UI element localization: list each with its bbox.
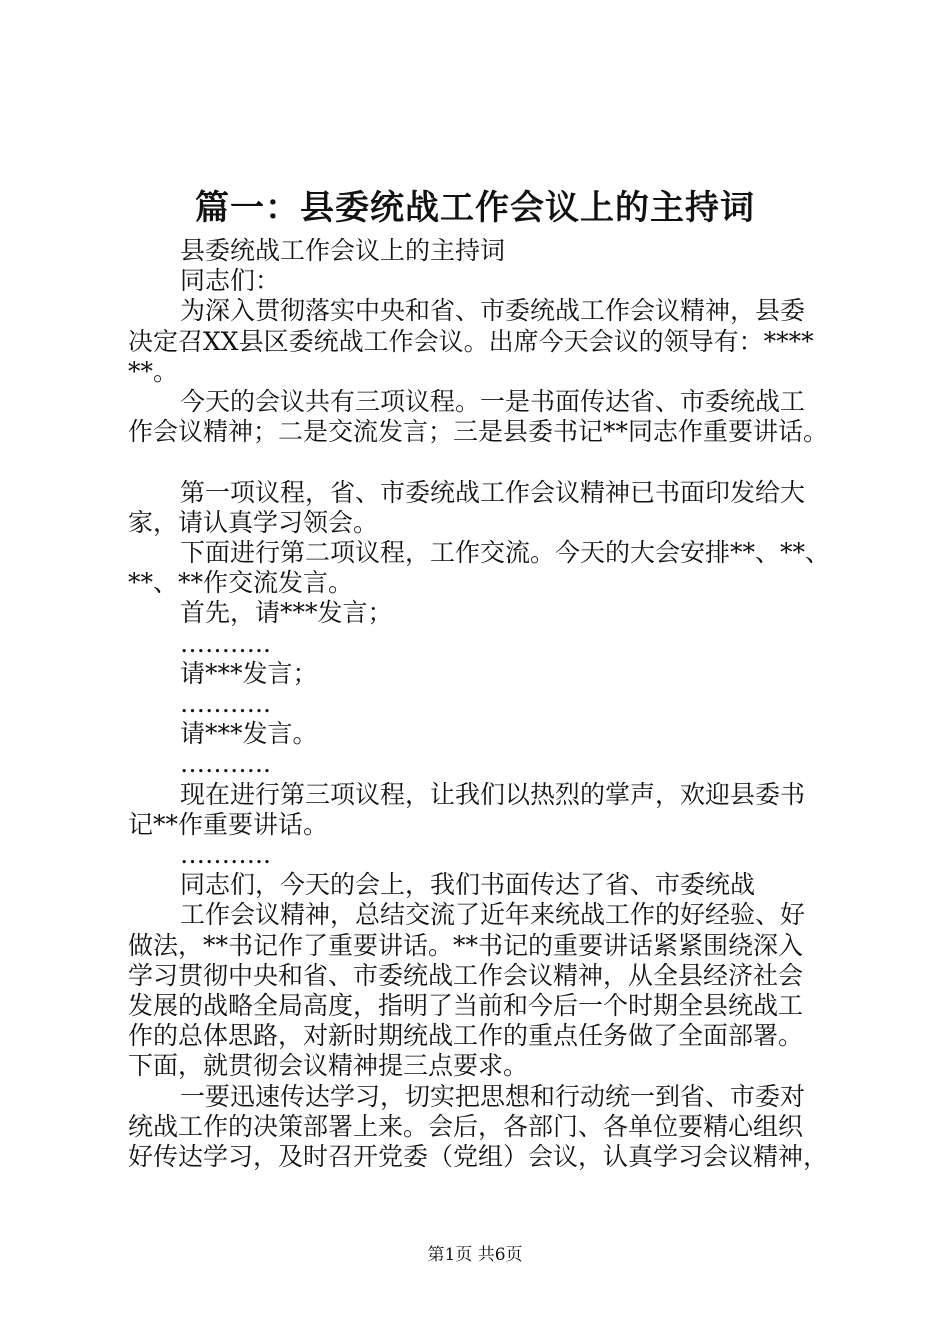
text-line: ……….. xyxy=(180,840,271,870)
document-body xyxy=(128,236,848,1172)
text-line: 做法，**书记作了重要讲话。**书记的重要讲话紧紧围绕深入 xyxy=(128,930,804,960)
text-line: 下面进行第二项议程，工作交流。今天的大会安排**、**、 xyxy=(180,538,831,568)
text-line: 今天的会议共有三项议程。一是书面传达省、市委统战工 xyxy=(180,387,806,417)
text-line: 决定召XX县区委统战工作会议。出席今天会议的领导有：**** xyxy=(128,326,814,356)
text-line: 作的总体思路，对新时期统战工作的重点任务做了全面部署。 xyxy=(128,1021,804,1051)
text-line: 记**作重要讲话。 xyxy=(128,809,329,839)
text-line: ……….. xyxy=(180,749,271,779)
text-line: 一要迅速传达学习，切实把思想和行动统一到省、市委对 xyxy=(180,1081,806,1111)
text-line: 同志们，今天的会上，我们书面传达了省、市委统战 xyxy=(180,870,756,900)
paragraph-gap xyxy=(128,447,848,477)
text-line: 请***发言； xyxy=(180,658,318,688)
text-line: ……….. xyxy=(180,628,271,658)
text-line: 工作会议精神，总结交流了近年来统战工作的好经验、好 xyxy=(180,900,806,930)
text-line: ……….. xyxy=(180,689,271,719)
text-line: 第一项议程，省、市委统战工作会议精神已书面印发给大 xyxy=(180,477,806,507)
text-line: 为深入贯彻落实中央和省、市委统战工作会议精神，县委 xyxy=(180,296,806,326)
text-line: 下面，就贯彻会议精神提三点要求。 xyxy=(128,1051,529,1081)
document-title: 篇一：县委统战工作会议上的主持词 xyxy=(195,188,755,228)
text-line: **、**作交流发言。 xyxy=(128,568,354,598)
text-line: 作会议精神；二是交流发言；三是县委书记**同志作重要讲话。 xyxy=(128,417,829,447)
text-line: 发展的战略全局高度，指明了当前和今后一个时期全县统战工 xyxy=(128,991,804,1021)
text-line: 同志们： xyxy=(180,266,281,296)
page-footer: 第1页 共6页 xyxy=(427,1245,523,1265)
text-line: 家，请认真学习领会。 xyxy=(128,507,379,537)
text-line: **。 xyxy=(128,356,179,386)
text-line: 好传达学习，及时召开党委（党组）会议，认真学习会议精神， xyxy=(128,1142,829,1172)
text-line: 首先，请***发言； xyxy=(180,598,393,628)
text-line: 统战工作的决策部署上来。会后，各部门、各单位要精心组织 xyxy=(128,1111,804,1141)
text-line: 学习贯彻中央和省、市委统战工作会议精神，从全县经济社会 xyxy=(128,960,804,990)
text-line: 请***发言。 xyxy=(180,719,318,749)
text-line: 现在进行第三项议程，让我们以热烈的掌声，欢迎县委书 xyxy=(180,779,806,809)
text-line: 县委统战工作会议上的主持词 xyxy=(180,236,506,265)
